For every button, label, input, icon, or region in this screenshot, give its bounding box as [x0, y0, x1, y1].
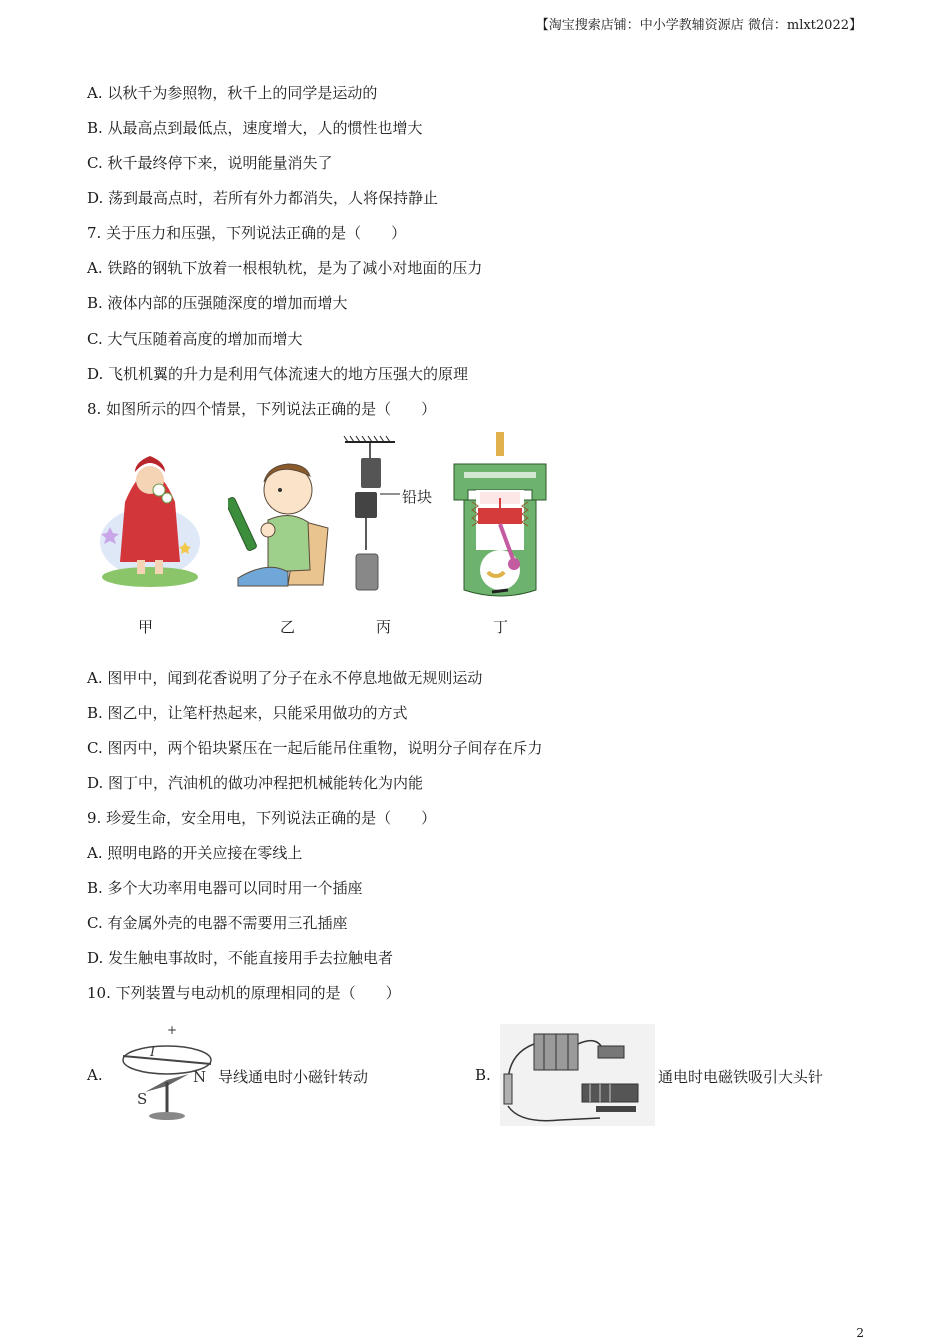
girl-smelling-flowers-illustration	[95, 432, 205, 592]
current-label: I	[150, 1045, 156, 1060]
q8-option-a: A. 图甲中，闻到花香说明了分子在永不停息地做无规则运动	[87, 669, 483, 687]
q10-option-a-text: 导线通电时小磁针转动	[218, 1068, 369, 1086]
q9-stem: 9. 珍爱生命，安全用电，下列说法正确的是（ ）	[87, 809, 437, 827]
q7-option-b: B. 液体内部的压强随深度的增加而增大	[87, 294, 348, 312]
q8-option-b: B. 图乙中，让笔杆热起来，只能采用做功的方式	[87, 704, 408, 722]
figure-caption-bing: 丙	[376, 618, 392, 636]
plus-sign: +	[167, 1023, 178, 1037]
page-number: 2	[856, 1326, 864, 1340]
q7-option-c: C. 大气压随着高度的增加而增大	[87, 330, 303, 348]
lead-block-label: 铅块	[402, 488, 433, 506]
q6-option-b: B. 从最高点到最低点，速度增大，人的惯性也增大	[87, 119, 423, 137]
q7-option-d: D. 飞机机翼的升力是利用气体流速大的地方压强大的原理	[87, 365, 469, 383]
q8-option-c: C. 图丙中，两个铅块紧压在一起后能吊住重物，说明分子间存在斥力	[87, 739, 543, 757]
q6-option-a: A. 以秋千为参照物，秋千上的同学是运动的	[87, 84, 378, 102]
q7-option-a: A. 铁路的钢轨下放着一根根轨枕，是为了减小对地面的压力	[87, 259, 483, 277]
electromagnet-circuit-illustration	[500, 1024, 655, 1126]
q7-stem: 7. 关于压力和压强，下列说法正确的是（ ）	[87, 224, 407, 242]
q6-option-d: D. 荡到最高点时，若所有外力都消失，人将保持静止	[87, 189, 439, 207]
q9-option-a: A. 照明电路的开关应接在零线上	[87, 844, 303, 862]
figure-caption-jia: 甲	[138, 618, 154, 636]
page-header: 【淘宝搜索店铺：中小学教辅资源店 微信：mlxt2022】	[535, 18, 862, 33]
figure-caption-ding: 丁	[493, 618, 509, 636]
q8-stem: 8. 如图所示的四个情景，下列说法正确的是（ ）	[87, 400, 437, 418]
q9-option-d: D. 发生触电事故时，不能直接用手去拉触电者	[87, 949, 394, 967]
figure-caption-yi: 乙	[280, 618, 296, 636]
q10-option-b-label: B.	[475, 1066, 491, 1084]
compass-needle-wire-illustration	[115, 1022, 215, 1122]
q9-option-b: B. 多个大功率用电器可以同时用一个插座	[87, 879, 363, 897]
q6-option-c: C. 秋千最终停下来，说明能量消失了	[87, 154, 333, 172]
south-pole-label: S	[137, 1090, 148, 1108]
lead-blocks-hanging-weight-illustration	[340, 432, 445, 592]
north-pole-label: N	[193, 1068, 207, 1086]
q10-option-b-text: 通电时电磁铁吸引大头针	[658, 1068, 824, 1086]
boy-rubbing-pen-illustration	[228, 460, 333, 588]
q10-stem: 10. 下列装置与电动机的原理相同的是（ ）	[87, 984, 401, 1002]
q10-option-a-label: A.	[87, 1066, 103, 1084]
q8-option-d: D. 图丁中，汽油机的做功冲程把机械能转化为内能	[87, 774, 424, 792]
q9-option-c: C. 有金属外壳的电器不需要用三孔插座	[87, 914, 348, 932]
gasoline-engine-stroke-illustration	[452, 430, 548, 600]
